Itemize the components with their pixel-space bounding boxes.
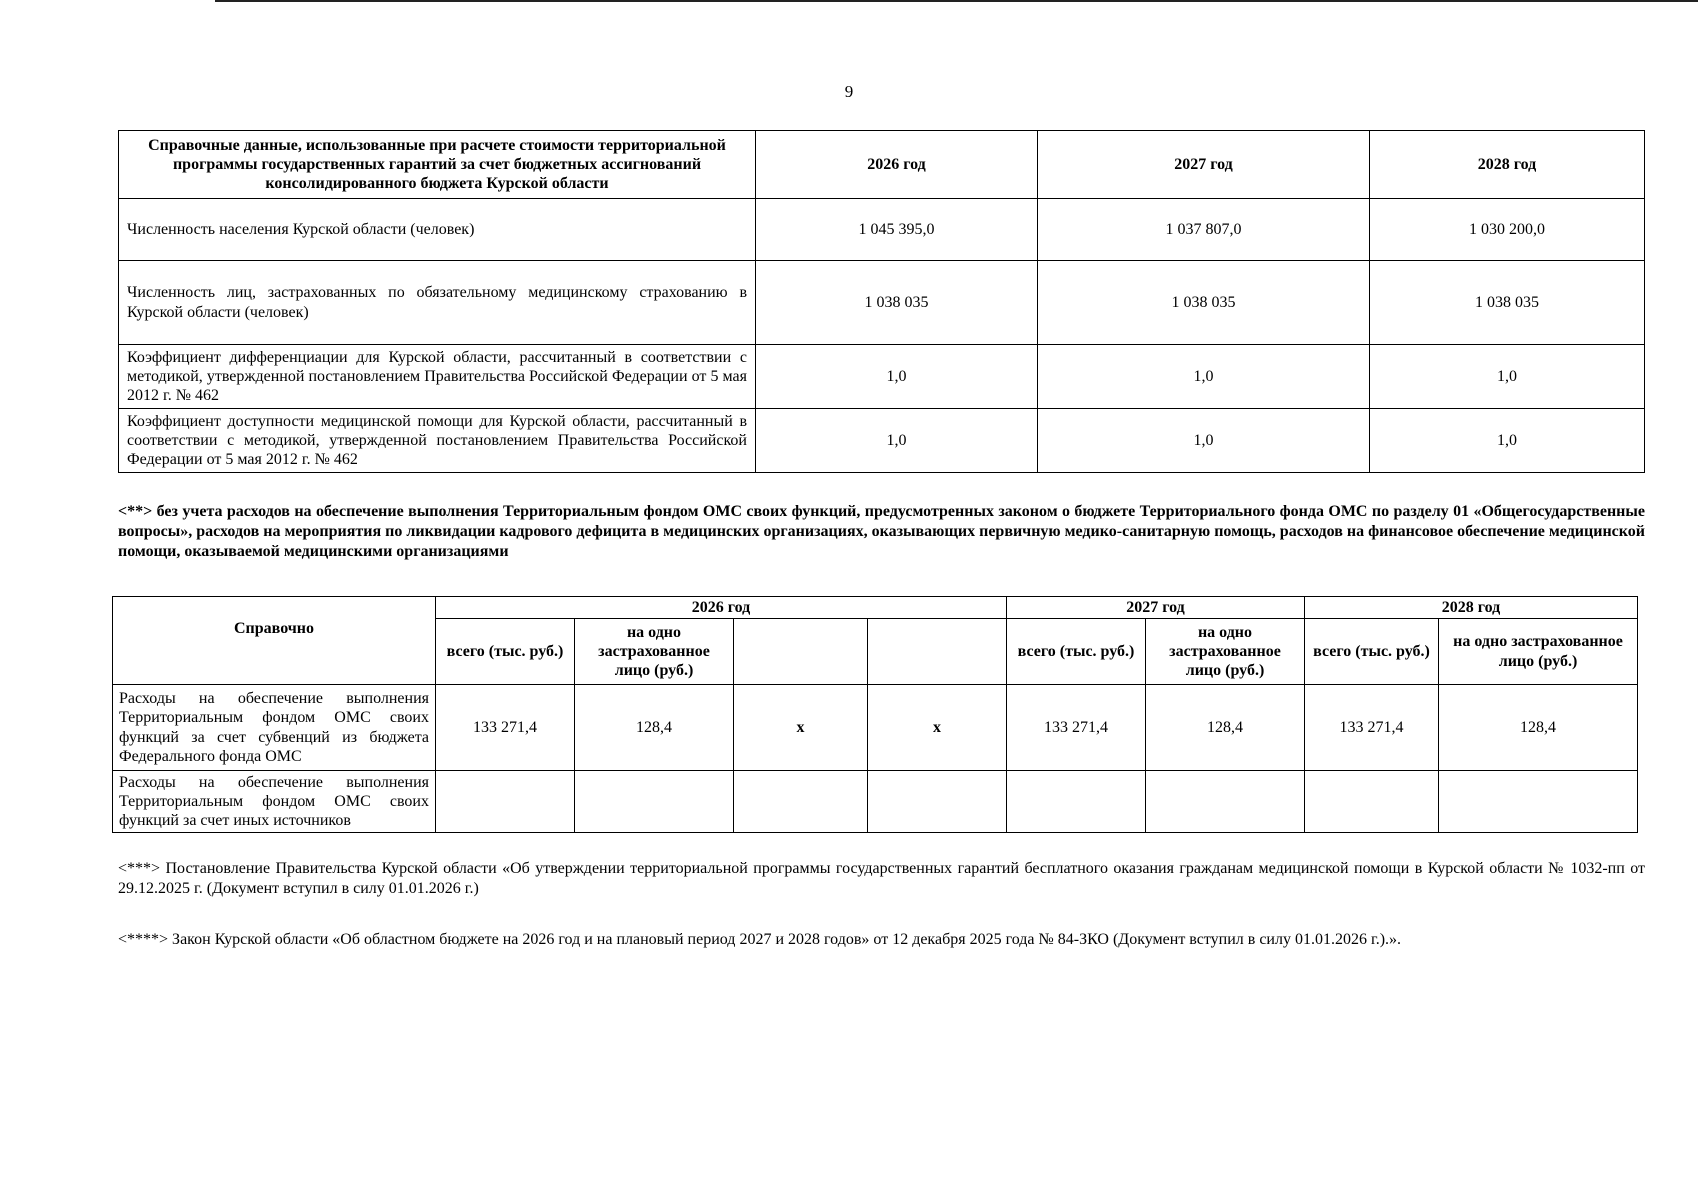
- cell-value: 133 271,4: [1007, 685, 1146, 771]
- cell-value: [1007, 771, 1146, 833]
- cell-value: 1,0: [1038, 345, 1370, 409]
- page-number: 9: [844, 82, 854, 101]
- table-row: [113, 771, 1638, 833]
- row-label: Коэффициент доступности медицинской помощи для Курской области, рассчитанный в соответствии с методикой, утвержденной постановлением Правительства Российской Федерации от 5 мая 2012 г. № 462: [119, 409, 756, 473]
- header-label: Справочно: [113, 597, 436, 685]
- row-label: Численность лиц, застрахованных по обязательному медицинскому страхованию в Курской области (человек): [119, 261, 756, 345]
- cell-value: [575, 771, 734, 833]
- header-label: Справочные данные, использованные при расчете стоимости территориальной программы государственных гарантий за счет бюджетных ассигнований консолидированного бюджета Курской области: [119, 131, 756, 199]
- header-year-2028: 2028 год: [1370, 131, 1645, 199]
- subheader-empty: [734, 619, 868, 685]
- cell-value: 1 045 395,0: [756, 199, 1038, 261]
- row-label: Коэффициент дифференциации для Курской области, рассчитанный в соответствии с методикой, утвержденной постановлением Правительства Российской Федерации от 5 мая 2012 г. № 462: [119, 345, 756, 409]
- subheader-per-insured: на одно застрахованное лицо (руб.): [575, 619, 734, 685]
- header-year-2026: 2026 год: [436, 597, 1007, 619]
- cell-value: 1 037 807,0: [1038, 199, 1370, 261]
- table-row: [119, 199, 1645, 261]
- footnote-3: <***> Постановление Правительства Курской области «Об утверждении территориальной программы государственных гарантий бесплатного оказания гражданам медицинской помощи в Курской области № 1032-пп от 29.12.2025 г. (Документ вступил в силу 01.01.2026 г.): [118, 860, 1645, 897]
- cell-value: [734, 771, 868, 833]
- cell-value: x: [868, 685, 1007, 771]
- subheader-per-insured: на одно застрахованное лицо (руб.): [1146, 619, 1305, 685]
- footnote-4: <****> Закон Курской области «Об областном бюджете на 2026 год и на плановый период 2027 и 2028 годов» от 12 декабря 2025 года № 84-ЗКО (Документ вступил в силу 01.01.2026 г.).».: [118, 931, 1402, 948]
- subheader-empty: [868, 619, 1007, 685]
- cell-value: 1 038 035: [756, 261, 1038, 345]
- cell-value: [1439, 771, 1638, 833]
- header-year-2026: 2026 год: [756, 131, 1038, 199]
- row-label: Расходы на обеспечение выполнения Территориальным фондом ОМС своих функций за счет иных источников: [113, 771, 436, 833]
- reference-expenses-table: [112, 596, 1638, 833]
- cell-value: 1 030 200,0: [1370, 199, 1645, 261]
- cell-value: 128,4: [1439, 685, 1638, 771]
- reference-data-table: [118, 130, 1645, 473]
- subheader-per-insured: на одно застрахованное лицо (руб.): [1439, 619, 1638, 685]
- row-label: Расходы на обеспечение выполнения Территориальным фондом ОМС своих функций за счет субвенций из бюджета Федерального фонда ОМС: [113, 685, 436, 771]
- cell-value: 1 038 035: [1038, 261, 1370, 345]
- table-row: [119, 345, 1645, 409]
- table-header-row: [113, 597, 1638, 619]
- table-row: [119, 261, 1645, 345]
- cell-value: 1 038 035: [1370, 261, 1645, 345]
- subheader-total: всего (тыс. руб.): [1007, 619, 1146, 685]
- cell-value: 1,0: [756, 409, 1038, 473]
- cell-value: [1305, 771, 1439, 833]
- cell-value: 128,4: [1146, 685, 1305, 771]
- cell-value: 1,0: [1370, 409, 1645, 473]
- cell-value: 133 271,4: [436, 685, 575, 771]
- subheader-total: всего (тыс. руб.): [436, 619, 575, 685]
- top-rule: [215, 0, 1698, 2]
- cell-value: [1146, 771, 1305, 833]
- cell-value: [436, 771, 575, 833]
- cell-value: 1,0: [1038, 409, 1370, 473]
- header-year-2027: 2027 год: [1038, 131, 1370, 199]
- row-label: Численность населения Курской области (человек): [119, 199, 756, 261]
- header-year-2027: 2027 год: [1007, 597, 1305, 619]
- cell-value: 128,4: [575, 685, 734, 771]
- cell-value: 1,0: [756, 345, 1038, 409]
- cell-value: 1,0: [1370, 345, 1645, 409]
- table-row: [119, 409, 1645, 473]
- table-header-row: [119, 131, 1645, 199]
- cell-value: x: [734, 685, 868, 771]
- header-year-2028: 2028 год: [1305, 597, 1638, 619]
- cell-value: [868, 771, 1007, 833]
- subheader-total: всего (тыс. руб.): [1305, 619, 1439, 685]
- cell-value: 133 271,4: [1305, 685, 1439, 771]
- footnote-2: <**> без учета расходов на обеспечение выполнения Территориальным фондом ОМС своих функций, предусмотренных законом о бюджете Территориального фонда ОМС по разделу 01 «Общегосударственные вопросы», расходов на мероприятия по ликвидации кадрового дефицита в медицинских организациях, оказывающих первичную медико-санитарную помощь, расходов на финансовое обеспечение медицинской помощи, оказываемой медицинскими организациями: [118, 503, 1645, 560]
- table-row: [113, 685, 1638, 771]
